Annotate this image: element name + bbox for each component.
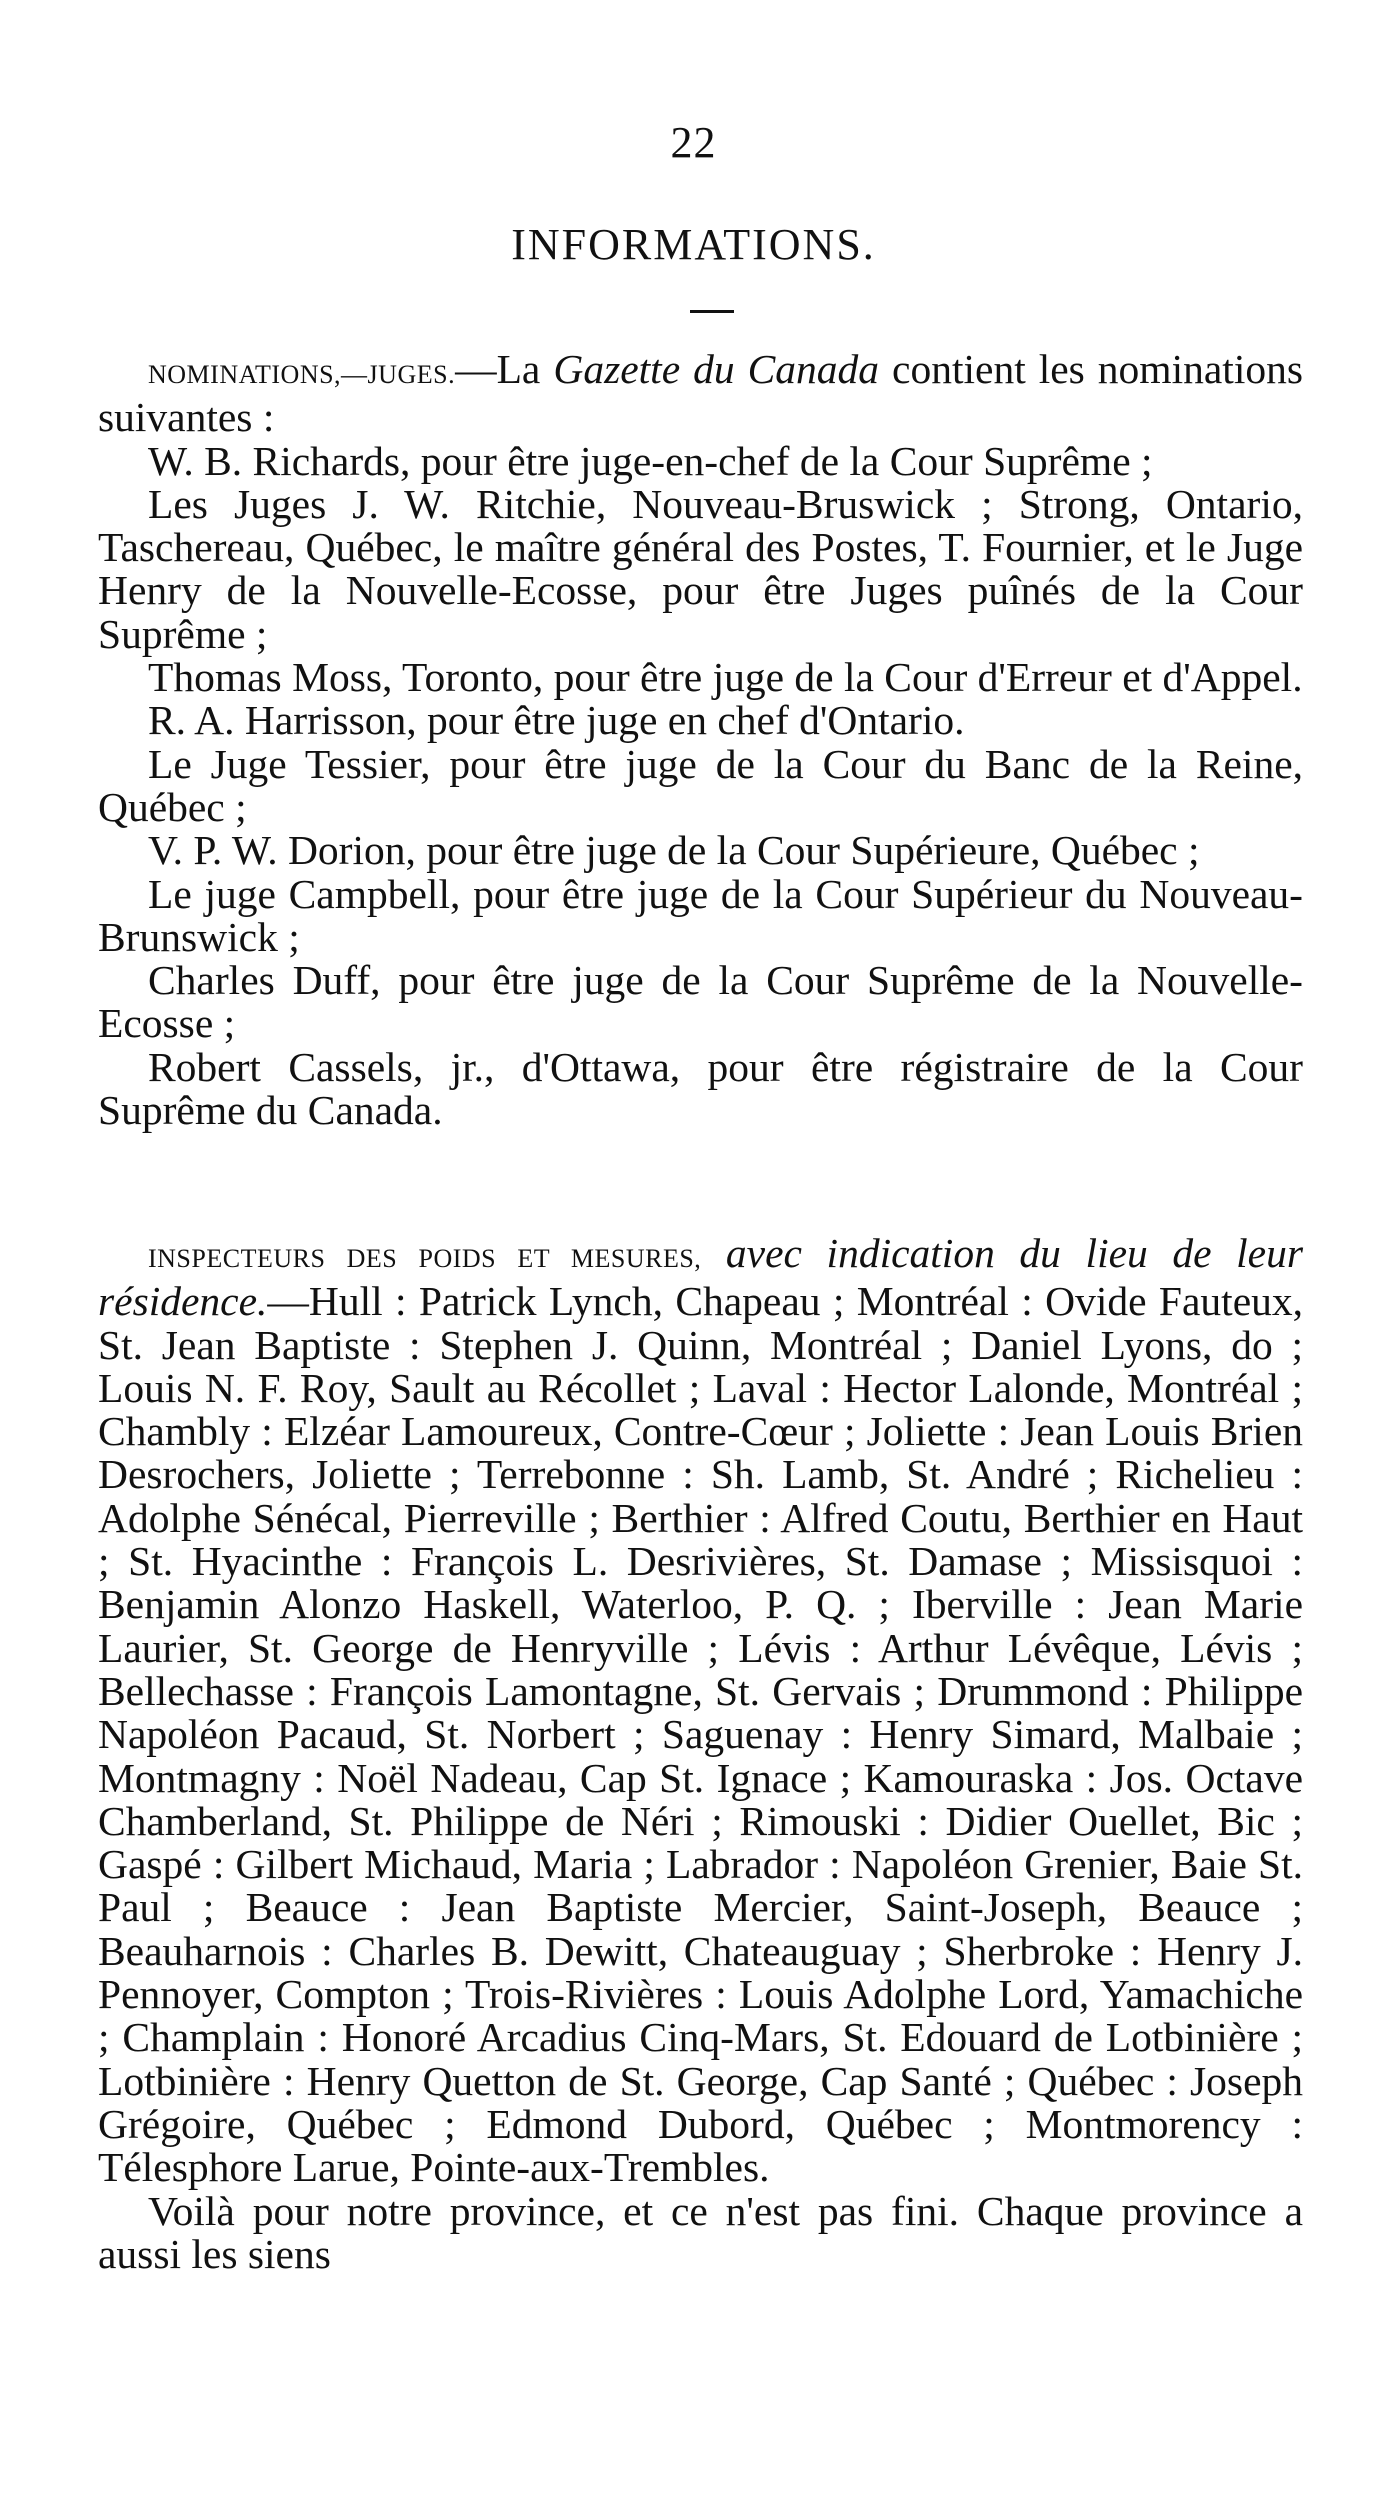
nomination-entry: Les Juges J. W. Ritchie, Nouveau-Bruswick ; Strong, Ontario, Taschereau, Québec, le maître général des Postes, T. Fournier, et le Juge Henry de la Nouvelle-Ecosse, pour être Juges puînés de la Cour Suprême ; [98, 480, 1303, 657]
nominations-section [98, 348, 1303, 1132]
nomination-entry: Le juge Campbell, pour être juge de la Cour Supérieur du Nouveau-Brunswick ; [98, 870, 1303, 960]
nomination-entry: Thomas Moss, Toronto, pour être juge de la Cour d'Erreur et d'Appel. [148, 654, 1303, 701]
inspecteurs-label-italic: avec indication du lieu de leur résidence. [98, 1230, 1303, 1325]
page-heading: INFORMATIONS. [511, 220, 876, 269]
gazette-title: Gazette du Canada [553, 346, 880, 392]
nomination-entry: V. P. W. Dorion, pour être juge de la Cour Supérieure, Québec ; [148, 827, 1200, 874]
inspecteurs-paragraph [98, 1232, 1303, 2190]
nominations-label: NOMINATIONS,—JUGES. [148, 360, 456, 389]
nominations-intro-dash: —La [455, 346, 541, 392]
nomination-entry: Robert Cassels, jr., d'Ottawa, pour être régistraire de la Cour Suprême du Canada. [98, 1043, 1303, 1134]
inspecteurs-section [98, 1232, 1303, 2276]
heading-rule [690, 310, 734, 313]
nomination-entry: Charles Duff, pour être juge de la Cour Suprême de la Nouvelle-Ecosse ; [98, 957, 1303, 1047]
inspecteurs-label: INSPECTEURS DES POIDS ET MESURES, [148, 1244, 702, 1273]
nomination-entry: R. A. Harrisson, pour être juge en chef d'Ontario. [148, 697, 965, 744]
nominations-intro-text: contient les nominations suivantes : [98, 346, 1304, 441]
nominations-intro-paragraph [98, 348, 1303, 440]
nomination-entry: W. B. Richards, pour être juge-en-chef de la Cour Suprême ; [148, 437, 1153, 484]
page-number: 22 [670, 118, 717, 167]
inspecteurs-list-text: —Hull : Patrick Lynch, Chapeau ; Montréal : Ovide Fauteux, St. Jean Baptiste : Stephen J. Quinn, Montréal ; Daniel Lyons, do ; Louis N. F. Roy, Sault au Récollet ; Laval : Hector Lalonde, Montréal ; Chambly : Elzéar Lamoureux, Contre-Cœur ; Joliette : Jean Louis Brien Desrochers, Joliette ; Terrebonne : Sh. Lamb, St. André ; Richelieu : Adolphe Sénécal, Pierreville ; Berthier : Alfred Coutu, Berthier en Haut ; St. Hyacinthe : François L. Desrivières, St. Damase ; Missisquoi : Benjamin Alonzo Haskell, Waterloo, P. Q. ; Iberville : Jean Marie Laurier, St. George de Henryville ; Lévis : Arthur Lévêque, Lévis ; Bellechasse : François Lamontagne, St. Gervais ; Drummond : Philippe Napoléon Pacaud, St. Norbert ; Saguenay : Henry Simard, Malbaie ; Montmagny : Noël Nadeau, Cap St. Ignace ; Kamouraska : Jos. Octave Chamberland, St. Philippe de Néri ; Rimouski : Didier Ouellet, Bic ; Gaspé : Gilbert Michaud, Maria ; Labrador : Napoléon Grenier, Baie St. Paul ; Beauce : Jean Baptiste Mercier, Saint-Joseph, Beauce ; Beauharnois : Charles B. Dewitt, Chateauguay ; Sherbroke : Henry J. Pennoyer, Compton ; Trois-Rivières : Louis Adolphe Lord, Yamachiche ; Champlain : Honoré Arcadius Cinq-Mars, St. Edouard de Lotbinière ; Lotbinière : Henry Quetton de St. George, Cap Santé ; Québec : Joseph Grégoire, Québec ; Edmond Dubord, Québec ; Montmorency : Télesphore Larue, Pointe-aux-Trembles. [98, 1278, 1303, 2191]
nomination-entry: Le Juge Tessier, pour être juge de la Cour du Banc de la Reine, Québec ; [98, 740, 1303, 830]
closing-paragraph: Voilà pour notre province, et ce n'est pas fini. Chaque province a aussi les siens [98, 2187, 1303, 2277]
